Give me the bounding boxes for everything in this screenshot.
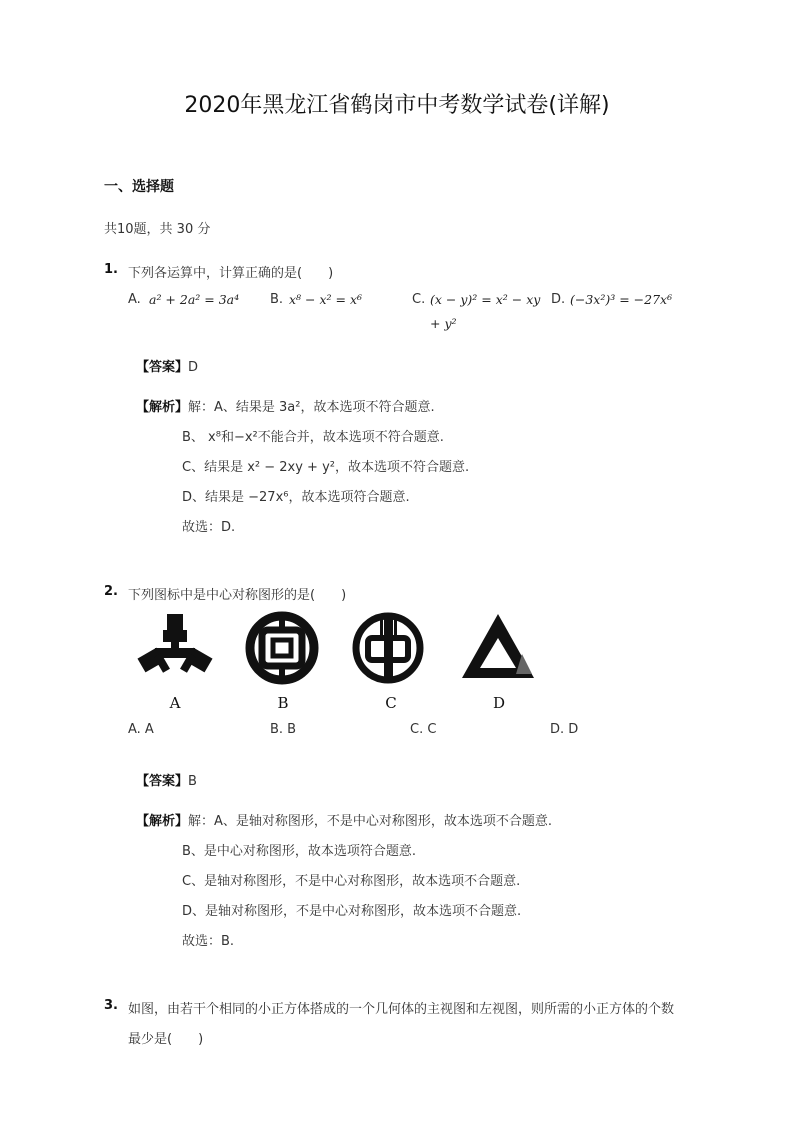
q2-figure-label-d: D bbox=[492, 694, 506, 712]
q3-stem-line-1: 如图，由若干个相同的小正方体搭成的一个几何体的主视图和左视图，则所需的小正方体的个数 bbox=[128, 1002, 675, 1017]
q2-analysis-line-5: 故选：B. bbox=[182, 934, 235, 949]
q1-option-c-label: C. bbox=[412, 292, 426, 307]
q1-stem: 下列各运算中，计算正确的是( ) bbox=[128, 266, 334, 281]
q1-analysis-label: 【解析】 bbox=[136, 400, 189, 415]
q2-option-d: D. D bbox=[550, 722, 579, 737]
q3-stem-line-2: 最少是( ) bbox=[128, 1032, 204, 1047]
q2-analysis-line-4: D、是轴对称图形，不是中心对称图形，故本选项不合题意. bbox=[182, 904, 522, 919]
q1-analysis-line-3: C、结果是 x² − 2xy + y²，故本选项不符合题意. bbox=[182, 460, 470, 475]
q1-option-c-math-cont: + y² bbox=[430, 316, 457, 331]
q1-analysis-line-5: 故选：D. bbox=[182, 520, 236, 535]
q1-option-d-math: (−3x²)³ = −27x⁶ bbox=[570, 292, 673, 307]
q2-answer-value: B bbox=[188, 774, 197, 789]
q2-figure-label-a: A bbox=[169, 694, 181, 712]
q2-answer-label: 【答案】 bbox=[136, 774, 189, 789]
q2-option-c: C. C bbox=[410, 722, 437, 737]
q2-analysis-label: 【解析】 bbox=[136, 814, 189, 829]
page-title: 2020年黑龙江省鹤岗市中考数学试卷(详解) bbox=[184, 93, 610, 118]
q1-option-a-math: a² + 2a² = 3a⁴ bbox=[149, 292, 240, 307]
section-summary: 共10题，共 30 分 bbox=[104, 222, 211, 237]
q2-analysis-line bbox=[136, 810, 552, 829]
q1-analysis-line-4: D、结果是 −27x⁶，故本选项符合题意. bbox=[182, 490, 410, 505]
logo-c-icon bbox=[356, 614, 420, 680]
q2-figure-label-b: B bbox=[277, 694, 289, 712]
q2-figure-label-c: C bbox=[385, 694, 397, 712]
q1-option-a-label: A. bbox=[128, 292, 141, 307]
section-heading: 一、选择题 bbox=[104, 179, 174, 195]
q2-option-a: A. A bbox=[128, 722, 154, 737]
q2-stem: 下列图标中是中心对称图形的是( ) bbox=[128, 588, 347, 603]
q1-number: 1. bbox=[104, 262, 118, 277]
q2-figures bbox=[130, 608, 550, 688]
q2-answer bbox=[136, 770, 197, 789]
logo-b-icon bbox=[250, 614, 314, 682]
q1-answer-value: D bbox=[188, 360, 199, 375]
q2-option-b: B. B bbox=[270, 722, 297, 737]
q1-option-b-label: B. bbox=[270, 292, 284, 307]
q2-analysis-line-1: 解：A、是轴对称图形，不是中心对称图形，故本选项不合题意. bbox=[188, 814, 553, 829]
q1-option-c-math: (x − y)² = x² − xy bbox=[430, 292, 541, 307]
q1-answer bbox=[136, 356, 198, 375]
q3-number: 3. bbox=[104, 998, 118, 1013]
logo-d-icon bbox=[462, 614, 534, 678]
q1-option-d-label: D. bbox=[551, 292, 566, 307]
q1-analysis-line-1: 解：A、结果是 3a²，故本选项不符合题意. bbox=[188, 400, 435, 415]
logo-a-icon bbox=[137, 614, 212, 673]
q1-option-b-math: x⁸ − x² = x⁶ bbox=[289, 292, 363, 307]
q1-answer-label: 【答案】 bbox=[136, 360, 189, 375]
q1-analysis-line bbox=[136, 396, 435, 415]
q2-analysis-line-2: B、是中心对称图形，故本选项符合题意. bbox=[182, 844, 417, 859]
q2-analysis-line-3: C、是轴对称图形，不是中心对称图形，故本选项不合题意. bbox=[182, 874, 521, 889]
q1-analysis-line-2: B、 x⁸和−x²不能合并，故本选项不符合题意. bbox=[182, 430, 444, 445]
q2-number: 2. bbox=[104, 584, 118, 599]
